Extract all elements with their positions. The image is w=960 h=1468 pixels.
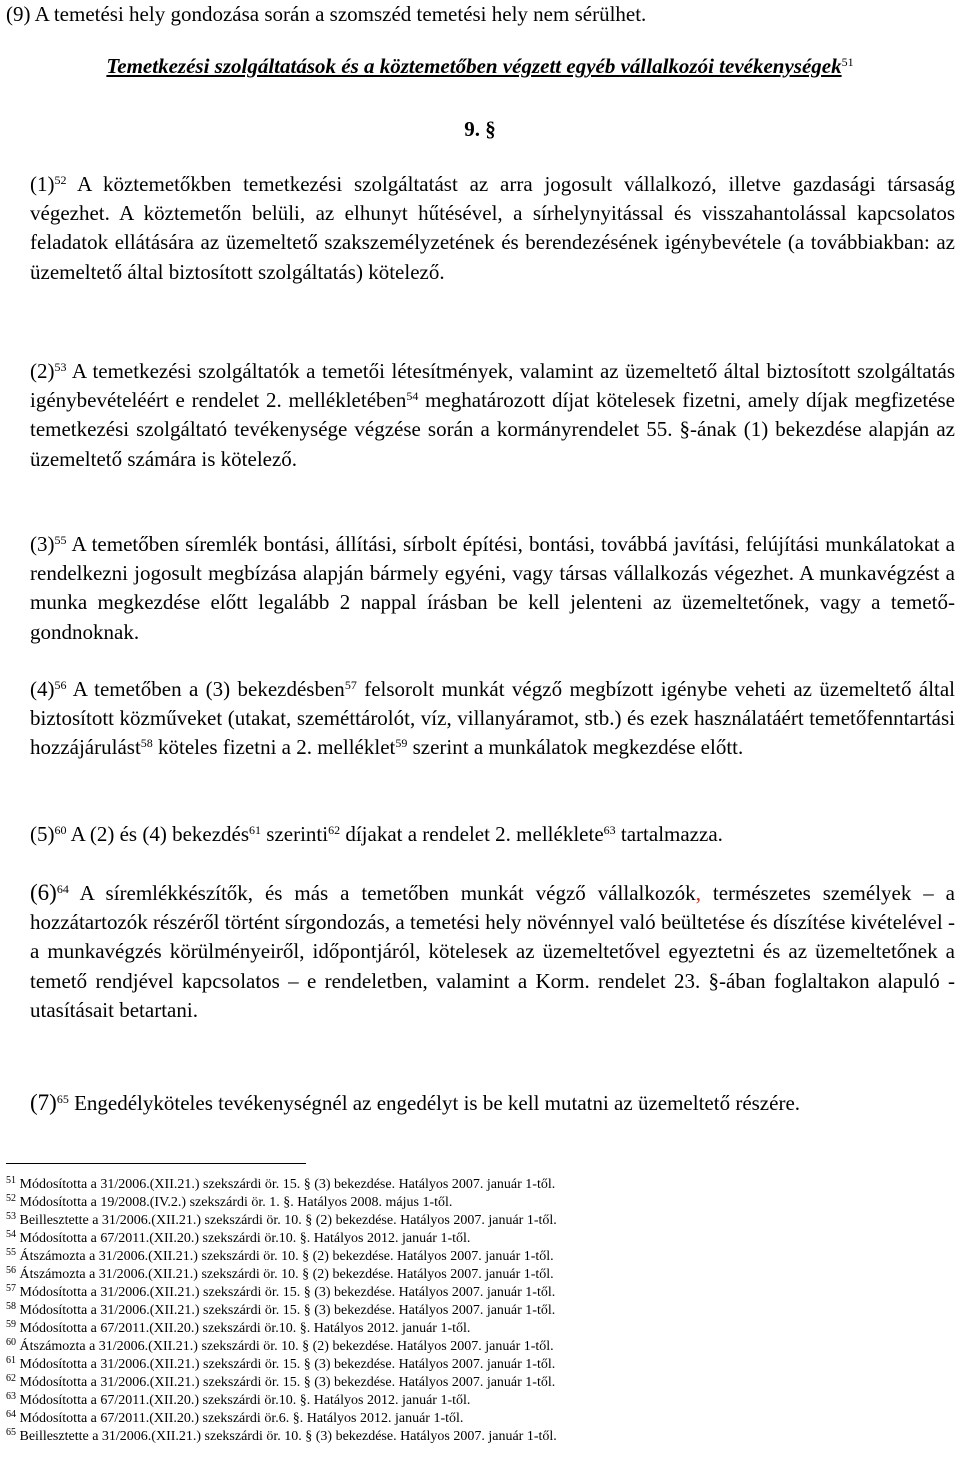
footnote	[6, 1266, 554, 1283]
top-line: (9) A temetési hely gondozása során a szomszéd temetési hely nem sérülhet.	[6, 2, 647, 26]
footnote	[6, 1212, 557, 1229]
footnote	[6, 1284, 555, 1301]
footnote-number: 57	[6, 1283, 16, 1294]
footnote	[6, 1230, 470, 1247]
paragraph-label: (2)	[30, 359, 55, 383]
footnote-text: Átszámozta a 31/2006.(XII.21.) szekszárdi ör. 10. § (2) bekezdése. Hatályos 2007. január 1-től.	[19, 1267, 554, 1282]
paragraph-1	[30, 170, 955, 287]
paragraph-text: A (2) és (4) bekezdés	[70, 822, 250, 846]
footnote-ref[interactable]: 61	[249, 823, 262, 837]
footnote	[6, 1428, 557, 1445]
paragraph-label: (6)	[30, 880, 57, 905]
footnote	[6, 1392, 470, 1409]
footnote-number: 54	[6, 1229, 16, 1240]
footnote-ref[interactable]: 53	[54, 360, 67, 374]
paragraph-5	[30, 820, 955, 849]
paragraph-text: díjakat a rendelet 2. melléklete	[345, 822, 604, 846]
paragraph-label: (1)	[30, 172, 55, 196]
footnote	[6, 1248, 554, 1265]
footnote-ref[interactable]: 64	[56, 882, 69, 896]
footnote	[6, 1338, 554, 1355]
section-heading	[0, 52, 960, 80]
footnote-text: Beillesztette a 31/2006.(XII.21.) szekszárdi ör. 10. § (2) bekezdése. Hatályos 2007. január 1-től.	[19, 1213, 557, 1228]
footnote-text: Beillesztette a 31/2006.(XII.21.) szekszárdi ör. 10. § (3) bekezdése. Hatályos 2007. január 1-től.	[19, 1429, 557, 1444]
footnote	[6, 1302, 555, 1319]
paragraph-text: A temetőben síremlék bontási, állítási, sírbolt építési, bontási, továbbá javítási, felújítási munkálatokat a rendelkezni jogosult megbízása alapján bármely egyéni, vagy társas vállalkozás végezhet. A munkavégzést a munka megkezdése előtt legalább 2 nappal írásban be kell jelenteni az üzemeltetőnek, vagy a temető- gondnoknak.	[30, 532, 955, 644]
footnote-text: Módosította a 31/2006.(XII.21.) szekszárdi ör. 15. § (3) bekezdése. Hatályos 2007. január 1-től.	[19, 1177, 556, 1192]
paragraph-label: (7)	[30, 1090, 57, 1115]
footnote	[6, 1320, 470, 1337]
paragraph-text: A síremlékkészítők, és más a temetőben munkát végző vállalkozók	[79, 881, 696, 905]
footnote-number: 63	[6, 1391, 16, 1402]
footnote-text: Módosította a 67/2011.(XII.20.) szekszárdi ör.10. §. Hatályos 2012. január 1-től.	[19, 1321, 471, 1336]
footnote-number: 60	[6, 1337, 16, 1348]
paragraph-text: A köztemetőkben temetkezési szolgáltatást az arra jogosult vállalkozó, illetve gazdasági társaság végezhet. A köztemetőn belüli, az elhunyt hűtésével, a sírhelynyitással és visszahantolással kapcsolatos feladatok ellátására az üzemeltető szakszemélyzetének és berendezésének igénybevétele (a továbbiakban: az üzemeltető által biztosított szolgáltatás) kötelező.	[30, 172, 955, 284]
footnote-ref[interactable]: 54	[406, 389, 419, 404]
paragraph-text: felsorolt munkát végző megbízott igénybe veheti az üzemeltető által biztosított közműveket (utakat, szeméttárolót, víz, villanyáramot, stb.) és ezek használatáért temetőfenntartási hozzájárulást	[30, 677, 956, 760]
footnote-ref[interactable]: 59	[395, 736, 408, 751]
footnote-number: 62	[6, 1373, 16, 1384]
footnote-ref[interactable]: 65	[56, 1092, 69, 1106]
paragraph-label: (5)	[30, 822, 55, 846]
footnote-number: 65	[6, 1427, 16, 1438]
footnote-text: Átszámozta a 31/2006.(XII.21.) szekszárdi ör. 10. § (2) bekezdése. Hatályos 2007. január 1-től.	[19, 1339, 554, 1354]
footnote	[6, 1176, 555, 1193]
footnote-text: Módosította a 19/2008.(IV.2.) szekszárdi ör. 1. §. Hatályos 2008. május 1-től.	[19, 1195, 453, 1210]
section-heading-text: Temetkezési szolgáltatások és a köztemetőben végzett egyéb vállalkozói tevékenységek	[106, 54, 842, 78]
footnote-separator	[6, 1163, 306, 1164]
footnote	[6, 1374, 555, 1391]
footnote-number: 51	[6, 1175, 16, 1186]
paragraph-text: szerint a munkálatok megkezdése előtt.	[412, 735, 744, 760]
footnote-number: 59	[6, 1319, 16, 1330]
paragraph-4	[30, 675, 955, 763]
footnote-ref[interactable]: 63	[603, 823, 616, 837]
paragraph-text: szerinti	[266, 822, 329, 846]
footnote-text: Módosította a 31/2006.(XII.21.) szekszárdi ör. 15. § (3) bekezdése. Hatályos 2007. január 1-től.	[19, 1375, 556, 1390]
footnote-ref[interactable]: 56	[54, 678, 67, 692]
paragraph-2	[30, 357, 955, 474]
footnote-ref[interactable]: 62	[328, 823, 341, 837]
red-comma: ,	[695, 881, 701, 905]
footnote	[6, 1356, 555, 1373]
paragraph-text: meghatározott díjat kötelesek fizetni, amely díjak megfizetése temetkezési szolgáltató tevékenysége végzése során a kormányrendelet 55. §-ának (1) bekezdése alapján az üzemeltető számára is kötelező.	[30, 388, 955, 471]
footnote-ref[interactable]: 60	[54, 823, 67, 837]
footnote-ref[interactable]: 55	[54, 533, 67, 547]
footnote-text: Módosította a 67/2011.(XII.20.) szekszárdi ör.6. §. Hatályos 2012. január 1-től.	[19, 1411, 464, 1426]
paragraph-text: A temetőben a (3) bekezdésben	[72, 677, 345, 701]
footnote-ref[interactable]: 57	[344, 678, 357, 692]
footnote-text: Módosította a 67/2011.(XII.20.) szekszárdi ör.10. §. Hatályos 2012. január 1-től.	[19, 1231, 471, 1246]
footnote	[6, 1194, 452, 1211]
footnote-ref[interactable]: 52	[54, 173, 67, 187]
footnote-number: 61	[6, 1355, 16, 1366]
footnote-number: 56	[6, 1265, 16, 1276]
footnote-text: Módosította a 31/2006.(XII.21.) szekszárdi ör. 15. § (3) bekezdése. Hatályos 2007. január 1-től.	[19, 1357, 556, 1372]
paragraph-text: természetes személyek – a hozzátartozók részéről történt sírgondozás, a temetési hely növénnyel való beültetése és díszítése kivételével - a munkavégzés körülményeiről, időpontjáról, kötelesek az üzemeltetővel egyeztetni és az üzemeltetőnek a temető rendjével kapcsolatos – e rendeletben, valamint a Korm. rendelet 23. §-ában foglaltakon alapuló - utasításait betartani.	[30, 881, 956, 1022]
paragraph-label: (4)	[30, 677, 55, 701]
paragraph-3	[30, 530, 955, 647]
footnote	[6, 1410, 463, 1427]
footnote-number: 58	[6, 1301, 16, 1312]
footnote-number: 53	[6, 1211, 16, 1222]
footnote-number: 52	[6, 1193, 16, 1204]
footnote-text: Módosította a 67/2011.(XII.20.) szekszárdi ör.10. §. Hatályos 2012. január 1-től.	[19, 1393, 471, 1408]
paragraph-text: A temetkezési szolgáltatók a temetői létesítmények, valamint az üzemeltető által biztosított szolgáltatás igénybevételéért e rendelet 2. mellékletében	[30, 359, 956, 413]
footnote-text: Módosította a 31/2006.(XII.21.) szekszárdi ör. 15. § (3) bekezdése. Hatályos 2007. január 1-től.	[19, 1303, 556, 1318]
footnote-number: 55	[6, 1247, 16, 1258]
footnote-ref[interactable]: 51	[841, 55, 854, 69]
footnote-ref[interactable]: 58	[140, 736, 153, 751]
paragraph-7	[30, 1088, 955, 1118]
section-number: 9. §	[464, 117, 496, 141]
paragraph-text: tartalmazza.	[620, 822, 723, 846]
paragraph-text: Engedélyköteles tevékenységnél az engedélyt is be kell mutatni az üzemeltető részére.	[74, 1091, 801, 1115]
paragraph-6	[30, 878, 955, 1025]
paragraph-label: (3)	[30, 532, 55, 556]
paragraph-text: köteles fizetni a 2. melléklet	[158, 735, 396, 760]
footnote-text: Módosította a 31/2006.(XII.21.) szekszárdi ör. 15. § (3) bekezdése. Hatályos 2007. január 1-től.	[19, 1285, 556, 1300]
footnote-number: 64	[6, 1409, 16, 1420]
footnote-text: Átszámozta a 31/2006.(XII.21.) szekszárdi ör. 10. § (2) bekezdése. Hatályos 2007. január 1-től.	[19, 1249, 554, 1264]
